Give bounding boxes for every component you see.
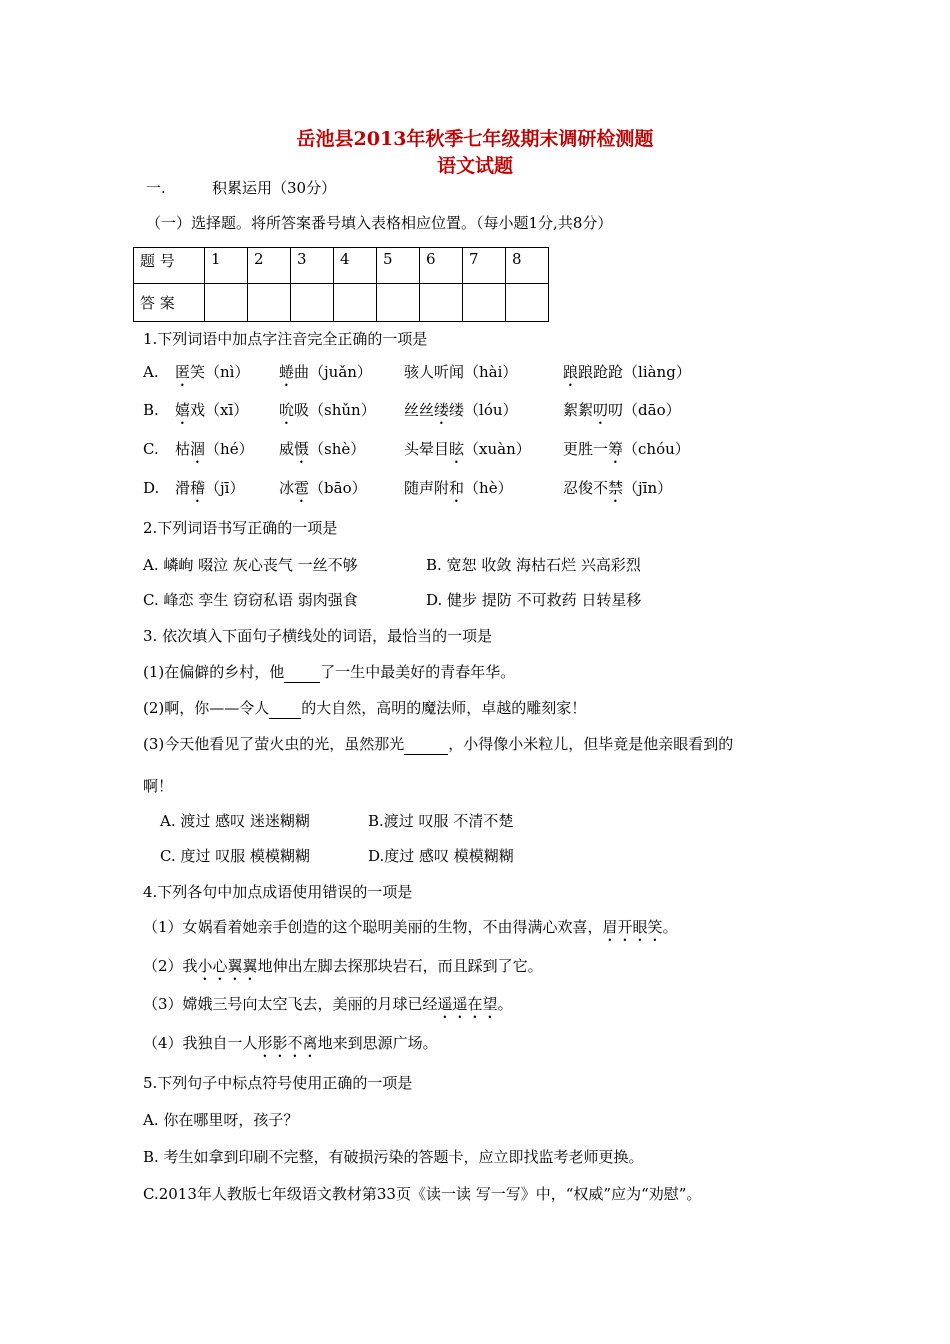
table-cell: 1: [205, 248, 248, 284]
dotted-char: 嬉: [175, 401, 191, 419]
dotted-char: 缕: [434, 401, 450, 419]
q1-item: [175, 362, 249, 390]
q3-sentence-3-cont: 啊！: [143, 777, 174, 795]
text: 了一生中最美好的青春年华。: [320, 663, 516, 681]
table-cell: 5: [377, 248, 420, 284]
dotted-char: 稽: [190, 479, 206, 497]
text: 枯: [175, 440, 191, 458]
fill-blank: [269, 698, 301, 719]
q1-item: [404, 362, 517, 390]
text: 叨（dāo）: [608, 401, 681, 419]
dotted-char: 雹: [294, 479, 310, 497]
text: (3)今天他看见了萤火虫的光，虽然那光: [143, 735, 405, 753]
text: （bāo）: [309, 479, 367, 497]
dotted-char: 涸: [190, 440, 206, 458]
dotted-char: 叨: [593, 401, 609, 419]
answer-cell[interactable]: [248, 284, 291, 322]
q3-option-d: D.度过 感叹 模模糊糊: [368, 847, 514, 865]
table-row: [134, 284, 549, 322]
answer-cell[interactable]: [420, 284, 463, 322]
q2-option-c: C. 峰恋 孪生 窃窃私语 弱肉强食: [143, 591, 358, 609]
q4-sentence-3: [143, 994, 513, 1022]
text: 骇人听: [404, 363, 450, 381]
text: 冰: [279, 479, 295, 497]
answer-cell[interactable]: [463, 284, 506, 322]
answer-cell[interactable]: [506, 284, 549, 322]
dotted-char: 蜷: [279, 363, 295, 381]
q5-option-a: A. 你在哪里呀，孩子？: [143, 1111, 299, 1129]
q1-option-letter: D.: [143, 479, 160, 497]
text: 曲（juǎn）: [294, 363, 372, 381]
text: 吸（shǔn）: [294, 401, 376, 419]
answer-cell[interactable]: [291, 284, 334, 322]
dotted-char: 眩: [449, 440, 465, 458]
text: （shè）: [309, 440, 366, 458]
text: 絮絮: [563, 401, 594, 419]
q3-option-c: C. 度过 叹服 模模糊糊: [160, 847, 311, 865]
q3-option-b: B.渡过 叹服 不清不楚: [368, 812, 514, 830]
section-label: 积累运用（30分）: [212, 179, 337, 197]
q4-sentence-4: [143, 1033, 438, 1061]
q1-item: [175, 400, 248, 428]
part-instruction: （一）选择题。将所答案番号填入表格相应位置。（每小题1分,共8分）: [146, 214, 613, 232]
text: 笑（nì）: [190, 363, 250, 381]
q1-item: [175, 478, 244, 506]
answer-cell[interactable]: [205, 284, 248, 322]
text: 缕（lóu）: [449, 401, 518, 419]
q1-item: [563, 400, 681, 428]
dotted-char: 慑: [294, 440, 310, 458]
q5-stem: 5.下列句子中标点符号使用正确的一项是: [143, 1074, 413, 1092]
answer-table: [133, 247, 549, 322]
dotted-idiom: 形影不离: [257, 1034, 318, 1052]
fill-blank: [284, 662, 320, 683]
text: ，小得像小米粒儿，但毕竟是他亲眼看到的: [448, 735, 734, 753]
q3-stem: 3. 依次填入下面句子横线处的词语，最恰当的一项是: [143, 627, 493, 645]
dotted-char: 禁: [608, 479, 624, 497]
q1-item: [279, 439, 365, 467]
q1-item: [404, 439, 531, 467]
q4-sentence-1: [143, 917, 678, 945]
text: （1）女娲看着她亲手创造的这个聪明美丽的生物，不由得满心欢喜，: [143, 918, 603, 936]
q3-sentence-3: [143, 734, 733, 755]
q1-item: [279, 362, 372, 390]
table-row-label: 答 案: [134, 284, 205, 322]
dotted-char: 和: [449, 479, 465, 497]
q4-sentence-2: [143, 956, 543, 984]
answer-cell[interactable]: [334, 284, 377, 322]
q1-item: [563, 439, 690, 467]
text: 头晕目: [404, 440, 450, 458]
q1-item: [279, 400, 376, 428]
q1-item: [279, 478, 367, 506]
table-cell: 3: [291, 248, 334, 284]
exam-title: 岳池县2013年秋季七年级期末调研检测题: [296, 128, 654, 150]
text: 滑: [175, 479, 191, 497]
text: 闻（hài）: [449, 363, 518, 381]
table-cell: 2: [248, 248, 291, 284]
text: （jīn）: [623, 479, 673, 497]
text: 地伸出左脚去探那块岩石，而且踩到了它。: [257, 957, 543, 975]
text: （hè）: [464, 479, 513, 497]
table-cell: 7: [463, 248, 506, 284]
dotted-char: 筹: [608, 440, 624, 458]
q3-sentence-2: [143, 698, 586, 719]
table-row: [134, 248, 549, 284]
q1-option-letter: B.: [143, 401, 159, 419]
q1-stem: 1.下列词语中加点字注音完全正确的一项是: [143, 330, 428, 348]
dotted-char: 踉: [563, 363, 579, 381]
q3-sentence-1: [143, 662, 515, 683]
text: （hé）: [205, 440, 254, 458]
table-cell: 6: [420, 248, 463, 284]
text: （xuàn）: [464, 440, 531, 458]
text: 戏（xī）: [190, 401, 249, 419]
text: 。: [662, 918, 678, 936]
text: (1)在偏僻的乡村，他: [143, 663, 285, 681]
text: 威: [279, 440, 295, 458]
q4-stem: 4.下列各句中加点成语使用错误的一项是: [143, 883, 413, 901]
dotted-idiom: 遥遥在望: [437, 995, 498, 1013]
text: (2)啊，你——令人: [143, 699, 270, 717]
q1-item: [404, 400, 518, 428]
text: 的大自然，高明的魔法师，卓越的雕刻家！: [301, 699, 587, 717]
q2-option-b: B. 宽恕 收敛 海枯石烂 兴高彩烈: [426, 556, 641, 574]
q1-item: [404, 478, 513, 506]
table-cell: 8: [506, 248, 549, 284]
text: 更胜一: [563, 440, 609, 458]
exam-subtitle: 语文试题: [436, 155, 513, 177]
q1-item: [563, 478, 672, 506]
text: （3）嫦娥三号向太空飞去，美丽的月球已经: [143, 995, 438, 1013]
q1-item: [563, 362, 691, 390]
fill-blank: [404, 734, 448, 755]
text: （4）我独自一人: [143, 1034, 258, 1052]
q5-option-c: C.2013年人教版七年级语文教材第33页《读一读 写一写》中，“权威”应为“劝慰”。: [143, 1185, 702, 1203]
text: 随声附: [404, 479, 450, 497]
q1-item: [175, 439, 254, 467]
text: 地来到思源广场。: [317, 1034, 438, 1052]
answer-cell[interactable]: [377, 284, 420, 322]
dotted-idiom: 小心翼翼: [197, 957, 258, 975]
dotted-char: 吮: [279, 401, 295, 419]
text: （2）我: [143, 957, 198, 975]
q2-option-d: D. 健步 提防 不可救药 日转星移: [426, 591, 642, 609]
dotted-char: 匿: [175, 363, 191, 381]
section-number: 一.: [146, 179, 166, 197]
text: （jī）: [205, 479, 245, 497]
q2-stem: 2.下列词语书写正确的一项是: [143, 519, 338, 537]
text: 。: [497, 995, 513, 1013]
dotted-idiom: 眉开眼笑: [602, 918, 663, 936]
text: （chóu）: [623, 440, 690, 458]
text: 丝丝: [404, 401, 435, 419]
table-cell: 4: [334, 248, 377, 284]
q1-option-letter: A.: [143, 363, 159, 381]
q5-option-b: B. 考生如拿到印刷不完整，有破损污染的答题卡，应立即找监考老师更换。: [143, 1148, 644, 1166]
table-row-label: 题 号: [134, 248, 205, 284]
q3-option-a: A. 渡过 感叹 迷迷糊糊: [160, 812, 310, 830]
q2-option-a: A. 嶙峋 啜泣 灰心丧气 一丝不够: [143, 556, 358, 574]
text: 忍俊不: [563, 479, 609, 497]
q1-option-letter: C.: [143, 440, 159, 458]
text: 踉跄跄（liàng）: [578, 363, 691, 381]
